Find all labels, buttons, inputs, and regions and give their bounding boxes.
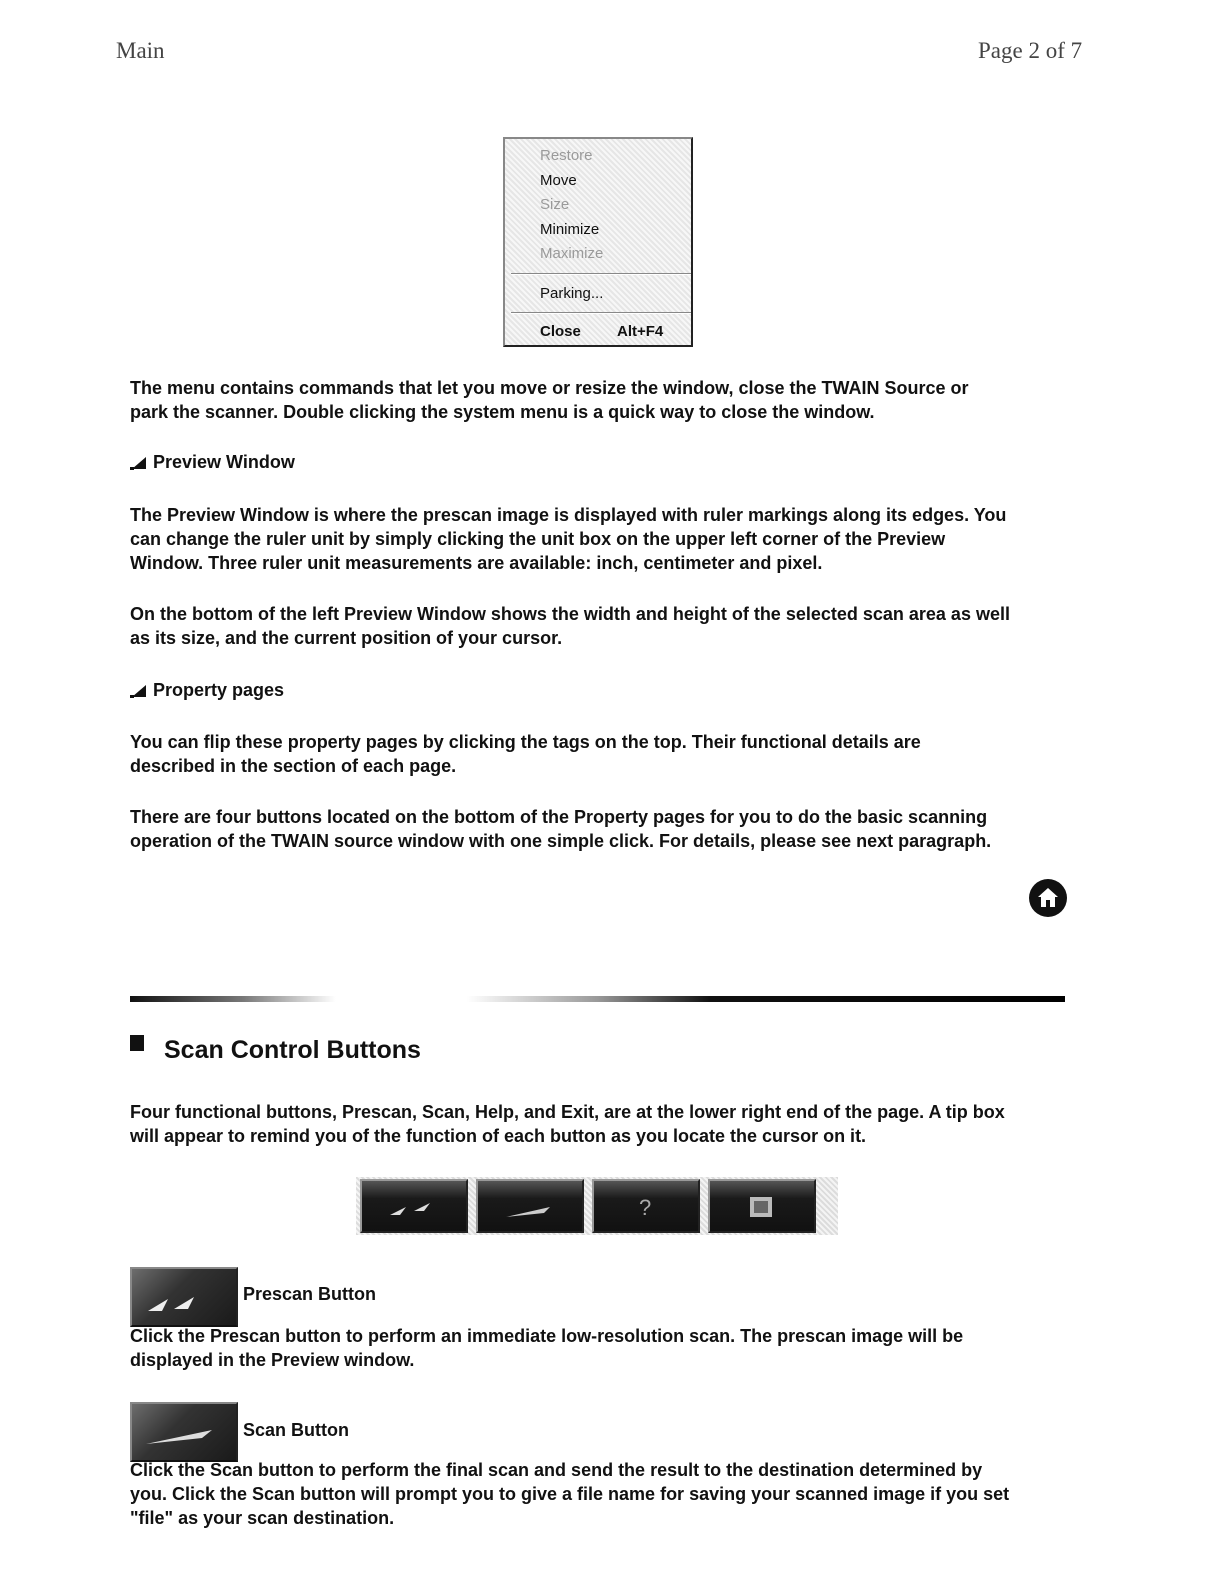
preview-window-heading [130,452,295,473]
exit-icon [710,1181,814,1231]
menu-item-close: Close [540,323,581,340]
help-toolbar-button[interactable] [592,1179,700,1233]
property-pages-heading [130,680,284,701]
scan-control-intro [130,1100,1090,1148]
preview-window-paragraph-2 [130,602,1090,650]
text-line: Four functional buttons, Prescan, Scan, Help, and Exit, are at the lower right end of the page. A tip box [130,1102,1005,1122]
section-title: Main [116,38,165,63]
scan-icon [478,1181,582,1231]
text-line: Click the Prescan button to perform an immediate low-resolution scan. The prescan image will be [130,1326,964,1346]
scan-control-heading [130,1036,421,1065]
svg-text:?: ? [639,1195,652,1220]
prescan-icon [132,1269,236,1325]
property-pages-paragraph-2 [130,805,1090,853]
scan-button-image [130,1402,238,1462]
menu-item-parking: Parking... [540,285,604,302]
text-line: There are four buttons located on the bottom of the Property pages for you to do the basic scanning [130,807,988,827]
text-line: "file" as your scan destination. [130,1508,395,1528]
scan-icon [132,1404,236,1460]
text-line: The Preview Window is where the prescan image is displayed with ruler markings along its edges. You [130,505,1007,525]
system-menu-screenshot [503,137,693,347]
menu-item-close-shortcut: Alt+F4 [617,323,664,340]
preview-window-paragraph [130,503,1090,575]
text-line: can change the ruler unit by simply clicking the unit box on the upper left corner of the Preview [130,529,946,549]
heading-text: Property pages [153,680,285,700]
prescan-toolbar-button[interactable] [360,1179,468,1233]
scan-toolbar [356,1177,838,1235]
menu-item-restore: Restore [540,147,593,164]
text-line: displayed in the Preview window. [130,1350,415,1370]
text-line: will appear to remind you of the function of each button as you locate the cursor on it. [130,1126,867,1146]
home-icon[interactable] [1029,879,1067,917]
scan-description [130,1458,1090,1530]
text-line: Click the Scan button to perform the final scan and send the result to the destination determined by [130,1460,983,1480]
menu-separator [511,273,691,275]
text-line: The menu contains commands that let you move or resize the window, close the TWAIN Source or [130,378,969,398]
text-line: described in the section of each page. [130,756,457,776]
text-line: You can flip these property pages by clicking the tags on the top. Their functional details are [130,732,921,752]
menu-item-move: Move [540,172,577,189]
menu-item-maximize: Maximize [540,245,604,262]
scan-toolbar-button[interactable] [476,1179,584,1233]
menu-item-minimize: Minimize [540,221,600,238]
prescan-button-image [130,1267,238,1327]
prescan-button-label: Prescan Button [243,1284,377,1304]
menu-item-size: Size [540,196,570,213]
menu-separator [511,312,691,314]
prescan-description [130,1324,1090,1372]
text-line: as its size, and the current position of your cursor. [130,628,563,648]
text-line: operation of the TWAIN source window with one simple click. For details, please see next paragraph. [130,831,992,851]
text-line: Window. Three ruler unit measurements are available: inch, centimeter and pixel. [130,553,823,573]
heading-text: Scan Control Buttons [164,1036,421,1064]
bullet-icon [130,683,148,699]
scan-button-label: Scan Button [243,1420,349,1440]
text-line: park the scanner. Double clicking the system menu is a quick way to close the window. [130,402,875,422]
page-indicator: Page 2 of 7 [978,38,1083,63]
square-bullet-icon [130,1035,144,1051]
intro-paragraph [130,376,1090,424]
section-divider [130,990,1065,998]
property-pages-paragraph [130,730,1090,778]
help-icon [594,1181,698,1231]
bullet-icon [130,455,148,471]
prescan-icon [362,1181,466,1231]
text-line: you. Click the Scan button will prompt you to give a file name for saving your scanned image if you set [130,1484,1010,1504]
text-line: On the bottom of the left Preview Window shows the width and height of the selected scan area as well [130,604,1010,624]
heading-text: Preview Window [153,452,295,472]
exit-toolbar-button[interactable] [708,1179,816,1233]
